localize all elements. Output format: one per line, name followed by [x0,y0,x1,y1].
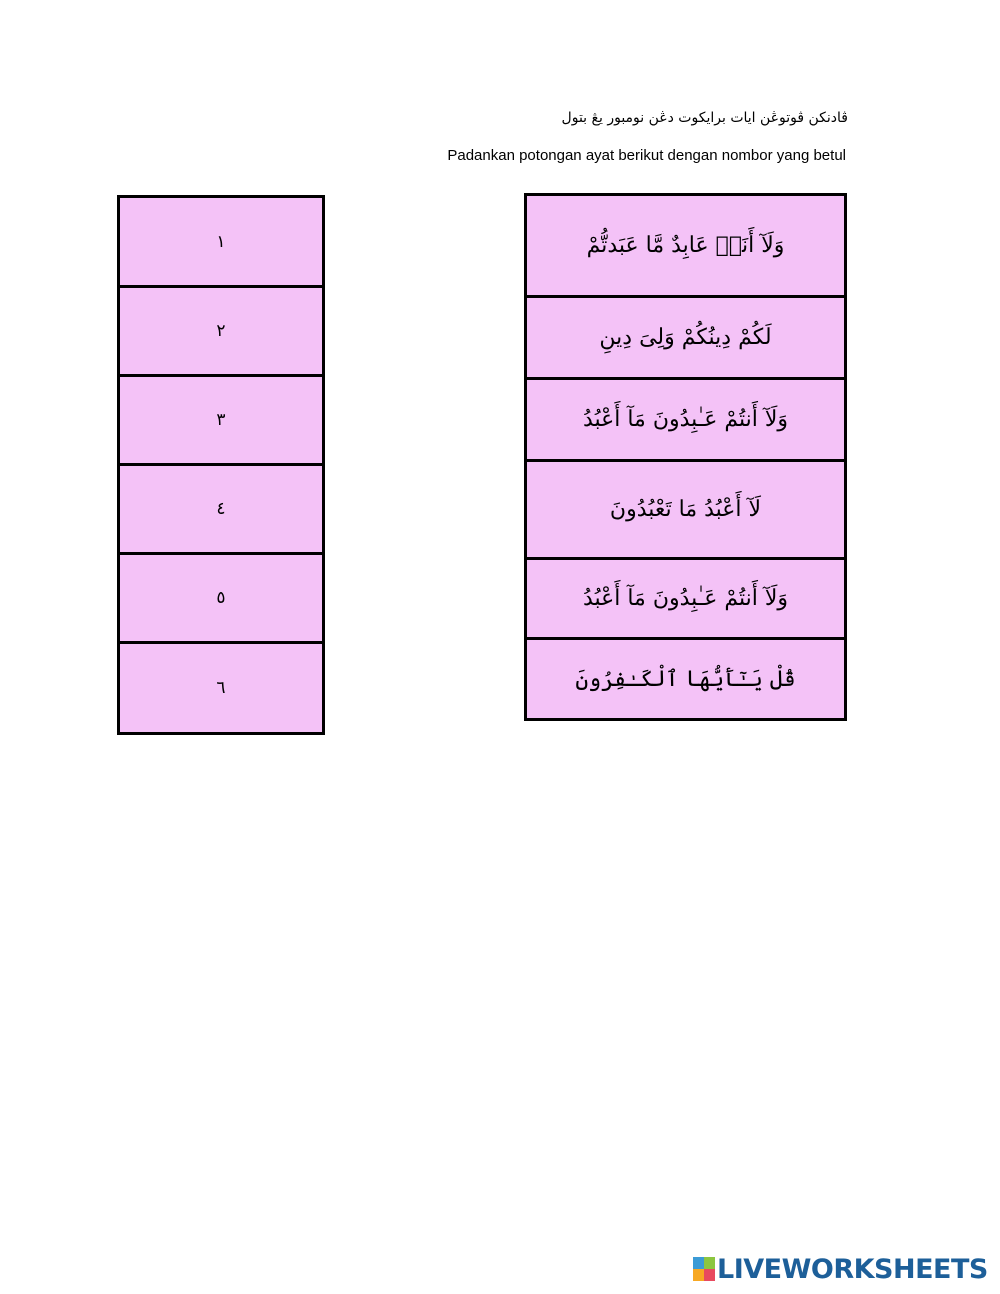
verse-box-4[interactable]: لَآ أَعْبُدُ مَا تَعْبُدُونَ [527,462,844,560]
number-box-1[interactable]: ١ [120,198,322,288]
verse-box-1[interactable]: وَلَآ أَنَا۠ عَابِدٌ مَّا عَبَدتُّمْ [527,196,844,298]
verse-box-6[interactable]: قُلْ يَـٰٓأَيُّهَا ٱلْكَـٰفِرُونَ [575,666,796,692]
number-column [117,195,325,735]
logo-grid-icon [693,1257,715,1281]
number-box-2[interactable]: ٢ [120,288,322,377]
number-box-6[interactable]: ٦ [216,678,226,698]
liveworksheets-logo[interactable] [693,1253,988,1285]
verse-box-2[interactable]: لَكُمْ دِينُكُمْ وَلِىَ دِينِ [527,298,844,380]
instruction-malay: Padankan potongan ayat berikut dengan nombor yang betul [447,147,846,164]
number-box-3[interactable]: ٣ [120,377,322,466]
number-box-4[interactable]: ٤ [120,466,322,555]
logo-text: LIVEWORKSHEETS [717,1253,988,1285]
number-box-5[interactable]: ٥ [120,555,322,644]
verse-box-5[interactable]: وَلَآ أَنتُمْ عَـٰبِدُونَ مَآ أَعْبُدُ [527,560,844,640]
verse-box-3[interactable]: وَلَآ أَنتُمْ عَـٰبِدُونَ مَآ أَعْبُدُ [527,380,844,462]
instruction-jawi: ڤادنكن ڤوتوڠن ايات برايكوت دڠن نومبور يڠ بتول [561,110,848,126]
verse-column [524,193,847,721]
